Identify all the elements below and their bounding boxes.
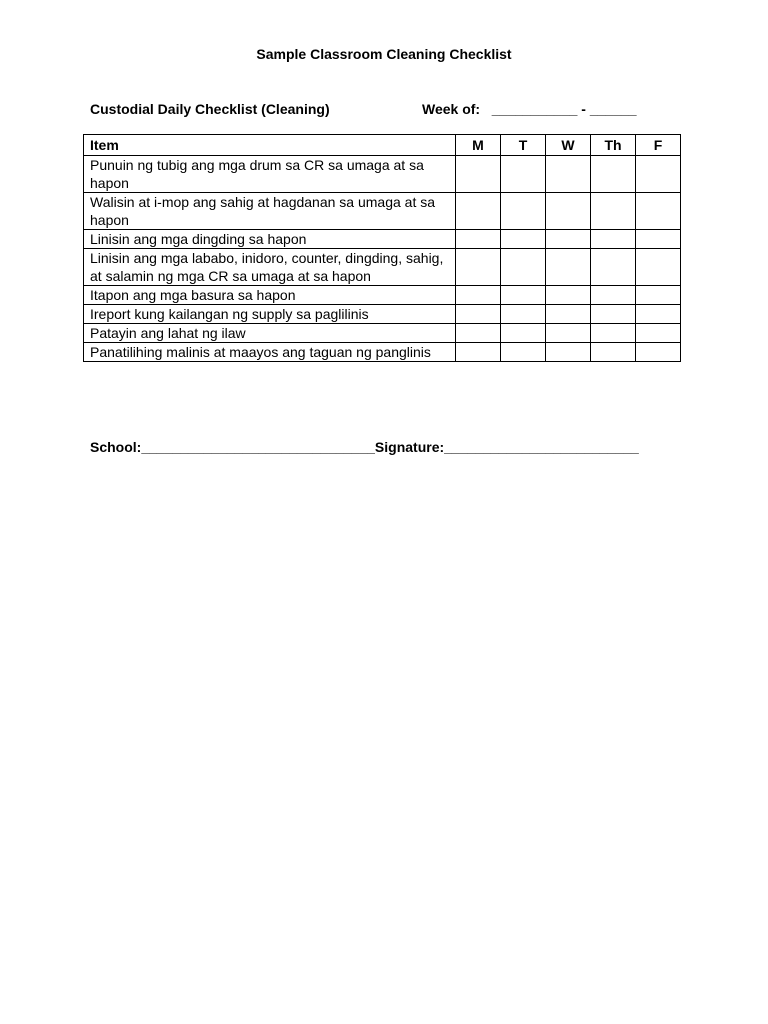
check-cell-th[interactable] xyxy=(591,305,636,324)
check-cell-f[interactable] xyxy=(636,156,681,193)
table-row xyxy=(84,343,681,362)
header-monday: M xyxy=(456,135,501,156)
task-cell: Walisin at i-mop ang sahig at hagdanan sa umaga at sa hapon xyxy=(84,193,456,230)
check-cell-t[interactable] xyxy=(501,343,546,362)
task-cell: Linisin ang mga lababo, inidoro, counter, dingding, sahig, at salamin ng mga CR sa umaga at sa hapon xyxy=(84,249,456,286)
check-cell-w[interactable] xyxy=(546,343,591,362)
check-cell-m[interactable] xyxy=(456,249,501,286)
header-thursday: Th xyxy=(591,135,636,156)
check-cell-t[interactable] xyxy=(501,230,546,249)
check-cell-f[interactable] xyxy=(636,286,681,305)
header-item: Item xyxy=(84,135,456,156)
check-cell-f[interactable] xyxy=(636,305,681,324)
check-cell-f[interactable] xyxy=(636,193,681,230)
check-cell-m[interactable] xyxy=(456,343,501,362)
check-cell-t[interactable] xyxy=(501,249,546,286)
table-row xyxy=(84,324,681,343)
check-cell-w[interactable] xyxy=(546,156,591,193)
check-cell-th[interactable] xyxy=(591,286,636,305)
checklist-subheader: Custodial Daily Checklist (Cleaning) xyxy=(90,101,330,117)
header-tuesday: T xyxy=(501,135,546,156)
table-row xyxy=(84,230,681,249)
check-cell-t[interactable] xyxy=(501,156,546,193)
task-cell: Itapon ang mga basura sa hapon xyxy=(84,286,456,305)
check-cell-w[interactable] xyxy=(546,286,591,305)
table-row xyxy=(84,156,681,193)
check-cell-t[interactable] xyxy=(501,305,546,324)
table-row xyxy=(84,193,681,230)
table-row xyxy=(84,286,681,305)
task-cell: Linisin ang mga dingding sa hapon xyxy=(84,230,456,249)
table-row xyxy=(84,305,681,324)
check-cell-m[interactable] xyxy=(456,156,501,193)
check-cell-th[interactable] xyxy=(591,343,636,362)
check-cell-f[interactable] xyxy=(636,249,681,286)
table-header-row xyxy=(84,135,681,156)
task-cell: Patayin ang lahat ng ilaw xyxy=(84,324,456,343)
check-cell-w[interactable] xyxy=(546,305,591,324)
task-cell: Punuin ng tubig ang mga drum sa CR sa umaga at sa hapon xyxy=(84,156,456,193)
task-cell: Panatilihing malinis at maayos ang taguan ng panglinis xyxy=(84,343,456,362)
check-cell-m[interactable] xyxy=(456,305,501,324)
task-cell: Ireport kung kailangan ng supply sa paglilinis xyxy=(84,305,456,324)
table-row xyxy=(84,249,681,286)
header-friday: F xyxy=(636,135,681,156)
check-cell-w[interactable] xyxy=(546,193,591,230)
check-cell-w[interactable] xyxy=(546,230,591,249)
check-cell-t[interactable] xyxy=(501,286,546,305)
check-cell-th[interactable] xyxy=(591,324,636,343)
check-cell-th[interactable] xyxy=(591,156,636,193)
check-cell-th[interactable] xyxy=(591,230,636,249)
check-cell-m[interactable] xyxy=(456,324,501,343)
header-wednesday: W xyxy=(546,135,591,156)
check-cell-m[interactable] xyxy=(456,193,501,230)
check-cell-m[interactable] xyxy=(456,230,501,249)
check-cell-f[interactable] xyxy=(636,343,681,362)
check-cell-w[interactable] xyxy=(546,249,591,286)
check-cell-th[interactable] xyxy=(591,193,636,230)
week-of-field: Week of: ___________ - ______ xyxy=(422,101,637,117)
check-cell-f[interactable] xyxy=(636,230,681,249)
document-title: Sample Classroom Cleaning Checklist xyxy=(256,46,512,62)
checklist-table xyxy=(83,134,681,362)
school-signature-line: School:______________________________Signature:_________________________ xyxy=(90,439,639,455)
check-cell-m[interactable] xyxy=(456,286,501,305)
check-cell-t[interactable] xyxy=(501,324,546,343)
check-cell-f[interactable] xyxy=(636,324,681,343)
check-cell-t[interactable] xyxy=(501,193,546,230)
check-cell-th[interactable] xyxy=(591,249,636,286)
check-cell-w[interactable] xyxy=(546,324,591,343)
